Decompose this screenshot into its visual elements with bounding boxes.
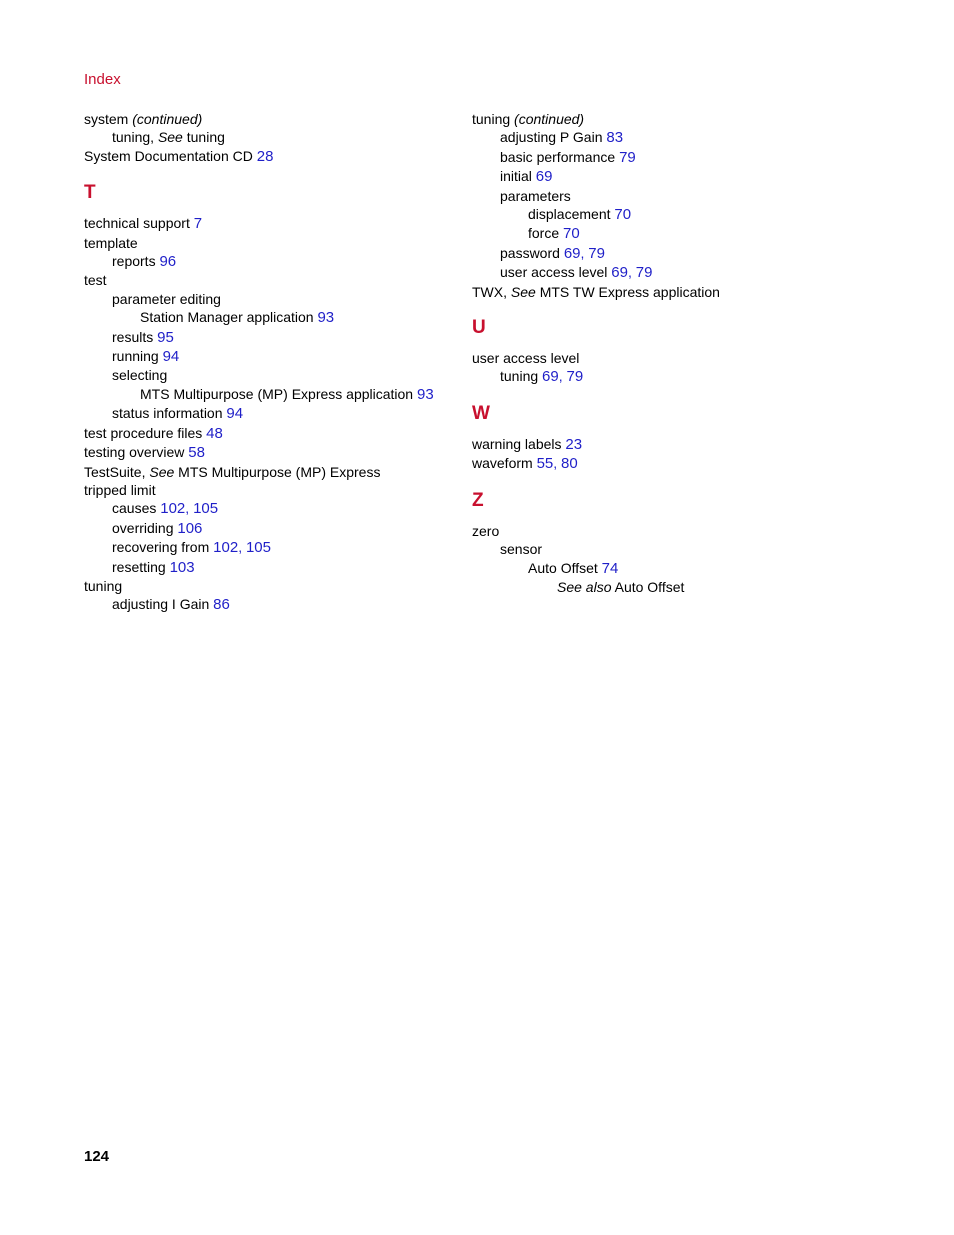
see-reference: See also — [557, 578, 612, 595]
index-entry: testing overview 58 — [84, 444, 205, 462]
page-link[interactable]: 94 — [162, 348, 180, 366]
index-entry: warning labels 23 — [472, 435, 583, 453]
page-link[interactable]: 79 — [588, 244, 605, 262]
page-link[interactable]: 102 — [160, 500, 186, 518]
index-entry: initial 69 — [500, 168, 553, 186]
page-link[interactable]: 7 — [193, 215, 203, 233]
index-entry: status information 94 — [112, 405, 244, 423]
index-entry: Station Manager application 93 — [140, 309, 335, 327]
index-entry: tuning 69, 79 — [500, 368, 584, 386]
page-link[interactable]: 69 — [542, 368, 559, 386]
continued-label: (continued) — [132, 111, 203, 127]
page-link[interactable]: 74 — [601, 559, 619, 577]
page-link[interactable]: 80 — [561, 455, 578, 473]
page-number: 124 — [84, 1148, 110, 1165]
page-link[interactable]: 105 — [245, 539, 271, 557]
index-entry: tuning — [84, 577, 123, 594]
index-entry: Auto Offset 74 — [528, 559, 619, 577]
page-link[interactable]: 94 — [226, 405, 244, 423]
page-link[interactable]: 103 — [169, 558, 195, 576]
page-link[interactable]: 70 — [563, 225, 580, 243]
index-entry: adjusting P Gain 83 — [500, 129, 624, 147]
index-entry: TWX, See MTS TW Express application — [472, 283, 720, 300]
index-entry: password 69, 79 — [500, 244, 605, 262]
page-link[interactable]: 79 — [619, 148, 636, 166]
index-entry: tuning, See tuning — [112, 129, 225, 146]
section-letter-u: U — [472, 317, 486, 339]
index-entry: test procedure files 48 — [84, 424, 223, 442]
page-link[interactable]: 23 — [565, 435, 583, 453]
index-entry: TestSuite, See MTS Multipurpose (MP) Express — [84, 463, 381, 480]
index-entry: selecting — [112, 367, 168, 384]
page-link[interactable]: 55 — [536, 455, 554, 473]
index-entry: causes 102, 105 — [112, 500, 219, 518]
section-letter-z: Z — [472, 489, 484, 511]
index-entry: waveform 55, 80 — [472, 455, 578, 473]
index-entry: MTS Multipurpose (MP) Express application 93 — [140, 385, 434, 403]
index-entry: force 70 — [528, 225, 580, 243]
see-reference: See — [510, 283, 536, 300]
page-link[interactable]: 102 — [213, 539, 239, 557]
index-entry: overriding 106 — [112, 519, 203, 537]
see-reference: See — [157, 129, 183, 146]
page-link[interactable]: 93 — [417, 385, 434, 403]
page-link[interactable]: 58 — [188, 444, 205, 462]
page-link[interactable]: 79 — [566, 368, 584, 386]
index-entry: template — [84, 234, 138, 251]
page-link[interactable]: 96 — [159, 253, 177, 271]
page-link[interactable]: 69 — [563, 244, 581, 262]
index-entry: system (continued) — [84, 111, 203, 127]
page-link[interactable]: 93 — [317, 309, 335, 327]
index-entry: System Documentation CD 28 — [84, 147, 274, 165]
page-link[interactable]: 86 — [213, 596, 230, 614]
index-entry: test — [84, 272, 107, 289]
index-entry: displacement 70 — [528, 206, 632, 224]
index-entry: user access level — [472, 350, 580, 367]
index-entry: technical support 7 — [84, 215, 203, 233]
running-header: Index — [84, 71, 121, 88]
index-entry: results 95 — [112, 328, 174, 346]
index-entry: resetting 103 — [112, 558, 195, 576]
continued-label: (continued) — [514, 111, 585, 127]
page-link[interactable]: 48 — [206, 424, 223, 442]
index-entry: reports 96 — [112, 253, 177, 271]
index-entry: parameter editing — [112, 290, 221, 307]
see-reference: See — [149, 463, 175, 480]
page-link[interactable]: 69 — [611, 264, 628, 282]
index-entry: recovering from 102, 105 — [112, 539, 271, 557]
index-entry: zero — [472, 522, 500, 539]
index-entry: tripped limit — [84, 481, 156, 498]
page-link[interactable]: 106 — [177, 519, 203, 537]
section-letter-w: W — [472, 402, 490, 424]
section-letter-t: T — [84, 182, 96, 204]
page-link[interactable]: 105 — [193, 500, 219, 518]
page-link[interactable]: 69 — [535, 168, 553, 186]
index-entry: adjusting I Gain 86 — [112, 596, 230, 614]
index-entry: tuning (continued) — [472, 111, 585, 127]
page-link[interactable]: 83 — [606, 129, 624, 147]
index-entry: See also Auto Offset — [557, 578, 685, 595]
index-entry: parameters — [500, 187, 571, 204]
page-link[interactable]: 95 — [157, 328, 174, 346]
index-entry: basic performance 79 — [500, 148, 636, 166]
page-link[interactable]: 79 — [635, 264, 653, 282]
page-link[interactable]: 28 — [256, 147, 274, 165]
index-column-left — [84, 110, 464, 615]
page-link[interactable]: 70 — [614, 206, 632, 224]
index-column-right — [472, 110, 852, 596]
index-entry: running 94 — [112, 348, 180, 366]
index-entry: user access level 69, 79 — [500, 264, 653, 282]
index-entry: sensor — [500, 541, 543, 558]
